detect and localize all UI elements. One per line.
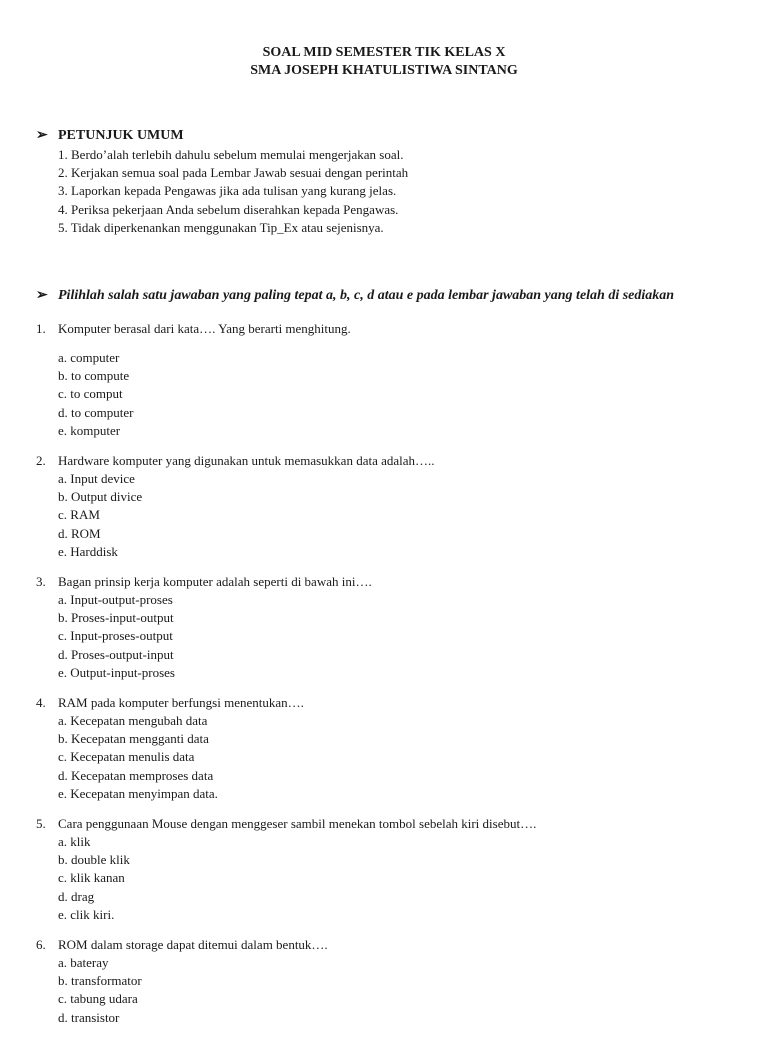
question-6 <box>36 936 736 1027</box>
question-text: Cara penggunaan Mouse dengan menggeser sambil menekan tombol sebelah kiri disebut…. <box>58 816 537 832</box>
question-stem <box>36 320 736 338</box>
question-stem <box>36 694 736 712</box>
question-text: Komputer berasal dari kata…. Yang berarti menghitung. <box>58 321 351 336</box>
general-instructions-title: PETUNJUK UMUM <box>58 128 184 143</box>
multiple-choice-instruction-text: Pilihlah salah satu jawaban yang paling tepat a, b, c, d atau e pada lembar jawaban yang telah di sediakan <box>58 288 675 303</box>
general-instructions-heading <box>36 127 184 145</box>
answer-option: e. komputer <box>58 422 121 438</box>
multiple-choice-instruction <box>36 287 674 305</box>
answer-options <box>36 712 736 803</box>
answer-option: c. to comput <box>58 386 123 402</box>
answer-options <box>36 470 736 561</box>
answer-option: d. ROM <box>58 525 101 541</box>
answer-options <box>36 954 736 1027</box>
answer-option: d. drag <box>58 888 95 904</box>
question-stem <box>36 815 736 833</box>
answer-option: b. Proses-input-output <box>58 610 174 626</box>
instruction-item: 5. Tidak diperkenankan menggunakan Tip_Ex atau sejenisnya. <box>58 219 384 235</box>
question-number: 1. <box>36 321 46 336</box>
arrow-bullet-icon: ➢ <box>36 128 48 143</box>
question-number: 3. <box>36 574 46 590</box>
question-2 <box>36 452 736 561</box>
answer-option: b. transformator <box>58 973 142 989</box>
question-number: 5. <box>36 816 46 832</box>
instruction-item: 1. Berdo’alah terlebih dahulu sebelum memulai mengerjakan soal. <box>58 147 404 162</box>
answer-option: a. Input device <box>58 471 135 487</box>
answer-options <box>36 349 736 440</box>
question-1 <box>36 320 736 440</box>
arrow-bullet-icon: ➢ <box>36 288 48 303</box>
school-name: SMA JOSEPH KHATULISTIWA SINTANG <box>250 63 518 78</box>
question-text: ROM dalam storage dapat ditemui dalam bentuk…. <box>58 937 328 953</box>
question-5 <box>36 815 736 924</box>
question-text: Hardware komputer yang digunakan untuk memasukkan data adalah….. <box>58 453 435 469</box>
question-stem <box>36 936 736 954</box>
question-list <box>36 320 736 1039</box>
question-stem <box>36 573 736 591</box>
question-text: RAM pada komputer berfungsi menentukan…. <box>58 695 304 711</box>
answer-option: c. klik kanan <box>58 870 125 886</box>
answer-option: e. Kecepatan menyimpan data. <box>58 785 218 801</box>
answer-option: a. Kecepatan mengubah data <box>58 713 208 729</box>
answer-option: a. Input-output-proses <box>58 592 173 608</box>
question-number: 6. <box>36 937 46 953</box>
answer-option: c. tabung udara <box>58 991 138 1007</box>
answer-option: d. transistor <box>58 1009 120 1025</box>
answer-option: d. to computer <box>58 404 134 420</box>
question-number: 2. <box>36 453 46 469</box>
instruction-item: 3. Laporkan kepada Pengawas jika ada tulisan yang kurang jelas. <box>58 183 397 199</box>
answer-option: e. Harddisk <box>58 543 118 559</box>
answer-option: d. Proses-output-input <box>58 646 174 662</box>
answer-options <box>36 591 736 682</box>
answer-option: b. Output divice <box>58 489 143 505</box>
answer-option: a. bateray <box>58 955 109 971</box>
answer-option: b. double klik <box>58 852 130 868</box>
answer-option: c. Input-proses-output <box>58 628 173 644</box>
answer-option: d. Kecepatan memproses data <box>58 767 214 783</box>
question-4 <box>36 694 736 803</box>
question-number: 4. <box>36 695 46 711</box>
answer-option: a. klik <box>58 834 91 850</box>
instruction-item: 4. Periksa pekerjaan Anda sebelum diserahkan kepada Pengawas. <box>58 201 399 217</box>
answer-option: b. to compute <box>58 368 130 384</box>
answer-options <box>36 833 736 924</box>
answer-option: e. Output-input-proses <box>58 664 175 680</box>
general-instructions-list <box>58 146 408 237</box>
question-text: Bagan prinsip kerja komputer adalah seperti di bawah ini…. <box>58 574 372 590</box>
question-stem <box>36 452 736 470</box>
answer-option: e. clik kiri. <box>58 906 115 922</box>
answer-option: a. computer <box>58 350 120 365</box>
document-title: SOAL MID SEMESTER TIK KELAS X <box>262 45 506 60</box>
instruction-item: 2. Kerjakan semua soal pada Lembar Jawab sesuai dengan perintah <box>58 165 409 181</box>
answer-option: b. Kecepatan mengganti data <box>58 731 209 747</box>
answer-option: c. RAM <box>58 507 100 523</box>
question-3 <box>36 573 736 682</box>
answer-option: c. Kecepatan menulis data <box>58 749 195 765</box>
